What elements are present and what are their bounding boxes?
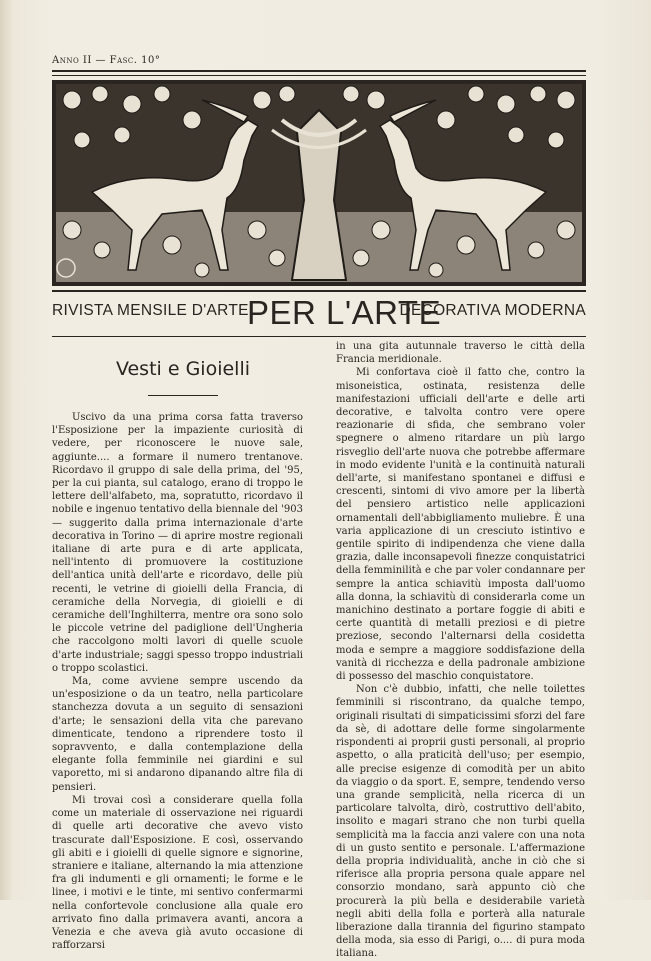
article-title: Vesti e Gioielli — [115, 358, 251, 380]
header-rule-thin — [52, 75, 586, 76]
masthead — [52, 294, 586, 334]
right-column — [336, 340, 585, 961]
masthead-title: PER L'ARTE — [247, 294, 442, 331]
page-edge — [0, 0, 12, 900]
paragraph: Non c'è dubbio, infatti, che nelle toilettes femminili si riscontrano, da qualche tempo, originali risultati di simpaticissimi sforzi del fare da sè, di adottare delle forme singolarmente rispondenti ai proprii gusti personali, al proprio aspetto, o alla praticità dell'uso; per esempio, alle precise esigenze di comodità per un abito da viaggio o da sport. E, sempre, tendendo verso una grande semplicità, nella ricerca di un particolare talvolta, dirò, costruttivo dell'abito, insolito e magari strano che non turbi quella semplicità ma la faccia anzi valere con una nota di un gusto sentito e personale. L'affermazione della propria individualità, anche in ciò che si riferisce alla propria persona quale appare nel consorzio mondano, sarà appunto ciò che procurerà la più bella e desiderabile varietà negli abiti della folla e porterà alla naturale liberazione dalla tirannia del figurino stampato della moda, sia esso di Parigi, o.... di pura moda italiana. — [336, 684, 585, 960]
header-rule — [52, 70, 586, 72]
masthead-right: DECORATIVA MODERNA — [399, 302, 586, 319]
issue-header: Anno II — Fasc. 10° — [52, 55, 161, 66]
paragraph: Ma, come avviene sempre uscendo da un'esposizione o da un teatro, nella particolare stanchezza dovuta a un seguito di sensazioni d'arte; le sensazioni della vita che parevano dimenticate, tendono a riprendere tosto il sopravvento, e dalla contemplazione della elegante folla femminile nei giardini e sul vaporetto, mi si andarono dipanando altre fila di pensieri. — [52, 676, 303, 793]
paragraph: in una gita autunnale traverso le città della Francia meridionale. — [336, 341, 585, 366]
left-column — [52, 411, 303, 952]
paragraph: Mi confortava cioè il fatto che, contro la misoneistica, ostinata, resistenza delle manifestazioni ufficiali dell'arte e delle arti decorative, e talvolta contro vere opere reazionarie di sfida, che sembrano voler spegnere o almeno ritardare un più largo risveglio dell'arte nuova che potrebbe affermare in modo evidente l'unità e la continuità naturali dell'arte, si manifestano spontanei e diffusi e crescenti, sintomi di vivo amore per la libertà del pensiero artistico nelle applicazioni ornamentali dell'abbigliamento muliebre. È una varia applicazione di un cresciuto istintivo e gentile spirito di indipendenza che viene dalla grazia, dalle inconsapevoli finezze conquistatrici della femminilità e che par voler condannare per sempre la antica schiavitù imposta dall'uomo alla donna, la schiavitù di considerarla come un manichino destinato a portare foggie di abiti e certe quantità di metalli preziosi e di pietre preziose, secondo l'alternarsi della cosidetta moda e sempre a maggiore soddisfazione della vanità di ricchezza e della padronale ambizione di possesso del maschio conquistatore. — [336, 367, 585, 683]
paragraph: Mi trovai così a considerare quella folla come un materiale di osservazione nei riguardi di quelle arti decorative che avevo visto trascurate dall'Esposizione. E così, osservando gli abiti e i gioielli di quelle signore e signorine, straniere e italiane, alternando la mia attenzione fra gli indumenti e gli ornamenti; le forme e le linee, i motivi e le tinte, mi sentivo confermarmi nella confortevole conclusione alla quale ero arrivato fino dalla primavera avanti, ancora a Venezia e che aveva già avuto occasione di rafforzarsi — [52, 794, 303, 952]
masthead-rule-top — [52, 290, 586, 292]
masthead-rule-bottom — [52, 336, 586, 337]
paragraph: Uscivo da una prima corsa fatta traverso l'Esposizione per la impaziente curiosità di vedere, per riconoscere le nuove sale, aggiunte.... a formare il numero trentanove. Ricordavo il gruppo di sale della prima, del '95, per la cui pianta, sul catalogo, erano di troppo le lettere dell'alfabeto, ma, sopratutto, ricordavo il nobile e ingenuo tentativo della biennale del '903 — suggerito dalla prima internazionale d'arte decorativa in Torino — di aprire mostre regionali italiane di arte pura e di arte applicata, nell'intento di promuovere la costituzione dell'antica unità dell'arte e ricordavo, delle più recenti, le vetrine di gioielli della Francia, di ceramiche della Norvegia, di gioielli e di ceramiche dell'Inghilterra, mentre ora sono solo le piccole vetrine del padiglione dell'Ungheria che raccolgono molti lavori di quelle scuole d'arte industriale; saggi spesso troppo industriali o troppo scolastici. — [52, 412, 303, 674]
decorative-banner — [52, 80, 586, 286]
masthead-left: RIVISTA MENSILE D'ARTE — [52, 302, 249, 319]
title-rule — [148, 395, 218, 396]
